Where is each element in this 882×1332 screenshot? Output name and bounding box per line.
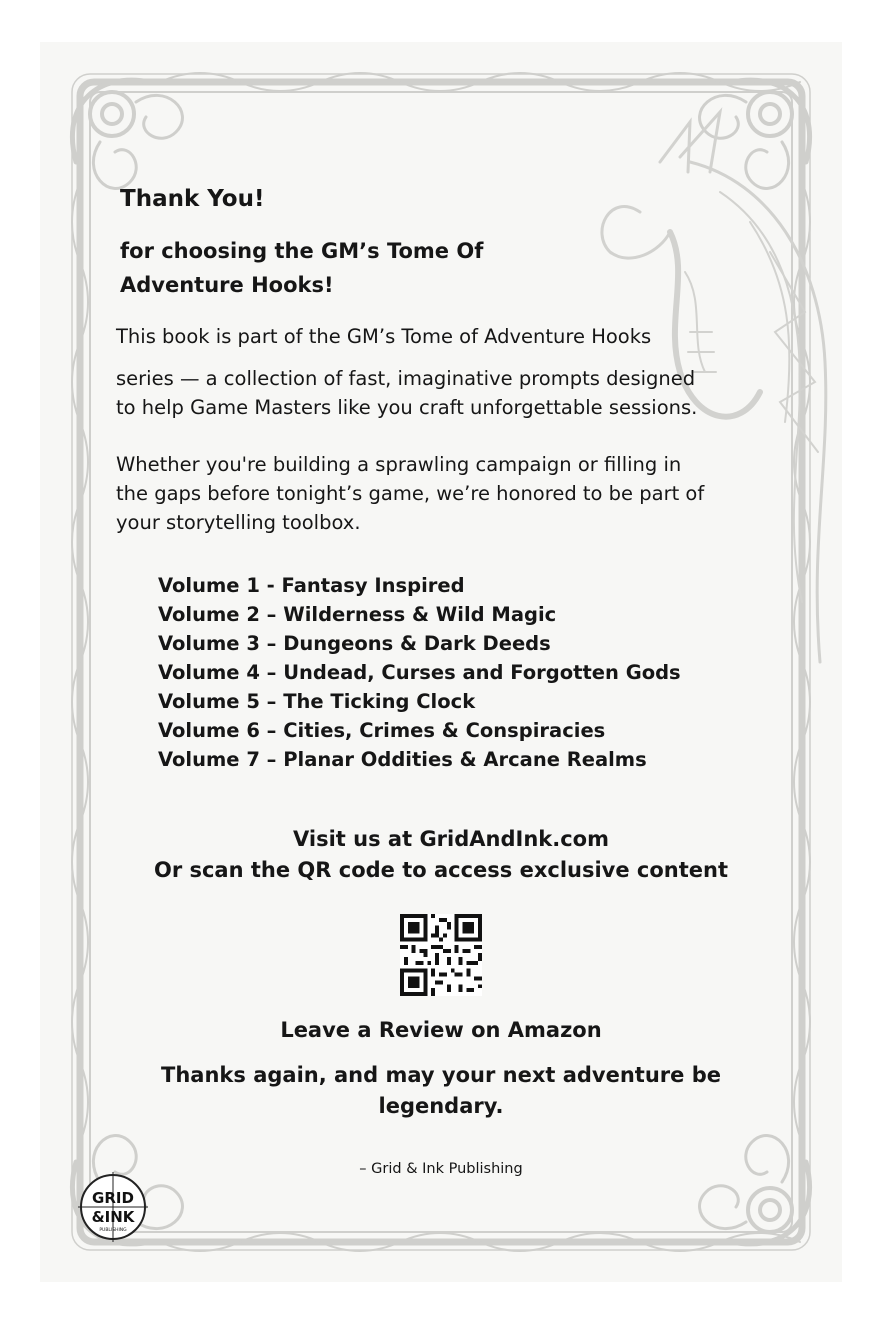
website-link[interactable]: Visit us at GridAndInk.com [293,827,609,851]
review-link[interactable]: Leave a Review on Amazon [280,1018,602,1042]
signature: – Grid & Ink Publishing [359,1161,523,1177]
volume-item-3: Volume 3 – Dungeons & Dark Deeds [158,632,551,655]
logo-text-grid: GRID [92,1189,134,1207]
logo-text-publishing: PUBLISHING [99,1228,127,1233]
volume-item-1: Volume 1 - Fantasy Inspired [158,574,465,597]
qr-instruction: Or scan the QR code to access exclusive content [153,858,729,882]
intro-paragraph-2: series — a collection of fast, imaginative prompts designed to help Game Masters like you craft unforgettable sessions. [116,367,698,419]
volume-item-2: Volume 2 – Wilderness & Wild Magic [158,603,557,626]
grid-and-ink-logo [78,1172,148,1242]
volume-item-5: Volume 5 – The Ticking Clock [158,690,476,713]
volume-list [158,571,681,774]
intro-paragraph-1: This book is part of the GM’s Tome of Adventure Hooks [116,325,652,348]
intro-paragraph-3: Whether you're building a sprawling campaign or filling in the gaps before tonight’s game, we’re honored to be part of your storytelling toolbox. [116,453,705,534]
thank-you-page [40,42,842,1282]
volume-item-6: Volume 6 – Cities, Crimes & Conspiracies [158,719,606,742]
qr-code[interactable] [400,914,482,996]
volume-item-7: Volume 7 – Planar Oddities & Arcane Realms [158,748,647,771]
logo-text-ink: &INK [91,1208,135,1226]
page-title: Thank You! [120,186,265,212]
volume-item-4: Volume 4 – Undead, Curses and Forgotten Gods [158,661,681,684]
closing-message: Thanks again, and may your next adventure be legendary. [161,1063,721,1118]
page-subtitle: for choosing the GM’s Tome Of Adventure Hooks! [120,239,484,297]
